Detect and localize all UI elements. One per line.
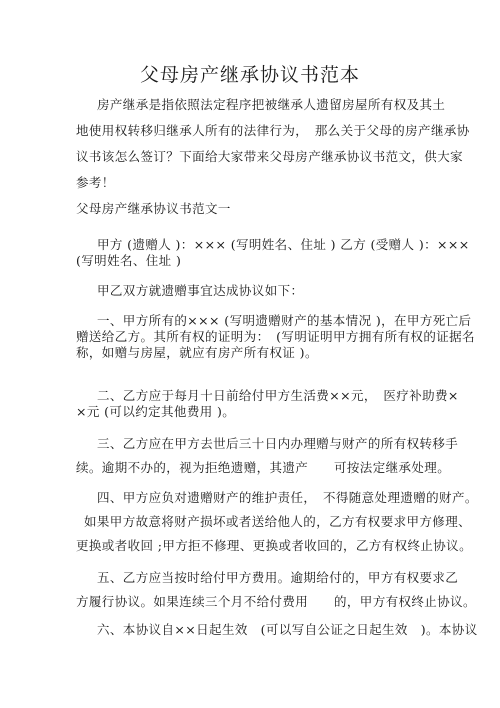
parties-line-2: (写明姓名、住址 ) bbox=[76, 253, 182, 268]
clause-3-line-2: 续。逾期不办的，视为拒绝遗赠，其遗产 可按法定继承处理。 bbox=[76, 460, 451, 475]
clause-2-line-2: ×元 (可以约定其他费用 )。 bbox=[76, 404, 236, 419]
clause-3-line-1: 三、乙方应在甲方去世后三十日内办理赠与财产的所有权转移手 bbox=[97, 436, 459, 451]
clause-4-line-2: 如果甲方故意将财产损坏或者送给他人的，乙方有权要求甲方修理、 bbox=[84, 514, 472, 529]
clause-5-line-2: 方履行协议。如果连续三个月不给付费用 的，甲方有权终止协议。 bbox=[76, 594, 476, 609]
section-heading: 父母房产继承协议书范文一 bbox=[76, 201, 231, 216]
intro-line-1: 房产继承是指依照法定程序把被继承人遗留房屋所有权及其土 bbox=[97, 97, 446, 112]
clause-1-line-2: 赠送给乙方。其所有权的证明为： (写明证明甲方拥有所有权的证据名 bbox=[76, 329, 475, 344]
parties-line-1: 甲方 (遗赠人 )：××× (写明姓名、住址 ) 乙方 (受赠人 )：××× bbox=[97, 237, 470, 252]
document-title: 父母房产继承协议书范本 bbox=[139, 64, 360, 86]
clause-6-line-1: 六、本协议自××日起生效 (可以写自公证之日起生效 )。本协议 bbox=[97, 622, 478, 637]
intro-line-4: 参考！ bbox=[76, 175, 115, 190]
agreement-intro: 甲乙双方就遗赠事宜达成协议如下： bbox=[97, 283, 304, 298]
clause-5-line-1: 五、乙方应当按时给付甲方费用。逾期给付的，甲方有权要求乙 bbox=[97, 570, 459, 585]
clause-1-line-3: 称，如赠与房屋，就应有房产所有权证 )。 bbox=[76, 345, 318, 360]
clause-4-line-3: 更换或者收回 ;甲方拒不修理、更换或者收回的，乙方有权终止协议。 bbox=[76, 538, 472, 553]
clause-2-line-1: 二、乙方应于每月十日前给付甲方生活费××元， 医疗补助费× bbox=[97, 388, 459, 403]
intro-line-2: 地使用权转移归继承人所有的法律行为， 那么关于父母的房产继承协 bbox=[76, 123, 470, 138]
clause-1-line-1: 一、甲方所有的××× (写明遗赠财产的基本情况 )，在甲方死亡后 bbox=[97, 313, 472, 328]
intro-line-3: 议书该怎么签订？下面给大家带来父母房产继承协议书范文，供大家 bbox=[76, 149, 464, 164]
clause-4-line-1: 四、甲方应负对遗赠财产的维护责任， 不得随意处理遗赠的财产。 bbox=[97, 490, 478, 505]
